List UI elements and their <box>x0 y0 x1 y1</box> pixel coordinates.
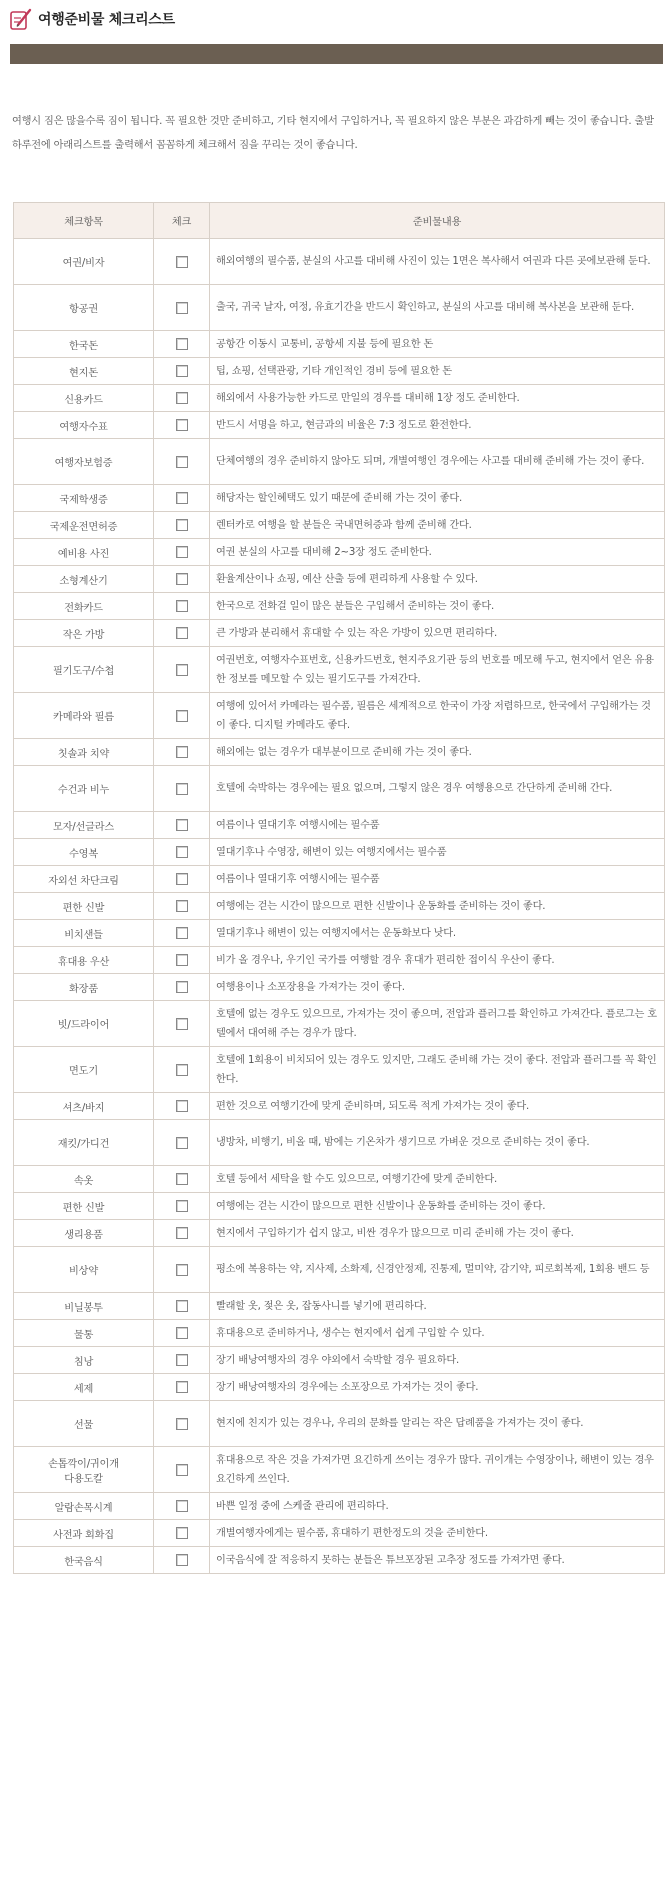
checkbox[interactable] <box>176 710 188 722</box>
checklist-item-description: 여행에는 걷는 시간이 많으므로 편한 신발이나 운동화를 준비하는 것이 좋다. <box>210 893 665 920</box>
checklist-item-description: 여행에 있어서 카메라는 필수품, 필름은 세계적으로 한국이 가장 저렴하므로, 한국에서 구입해가는 것이 좋다. 디지털 카메라도 좋다. <box>210 693 665 739</box>
checklist-item-description: 여름이나 열대기후 여행시에는 필수품 <box>210 866 665 893</box>
checklist-item-name: 속옷 <box>14 1166 154 1193</box>
checklist-check-cell <box>154 893 210 920</box>
checklist-item-name: 편한 신발 <box>14 893 154 920</box>
checkbox[interactable] <box>176 1064 188 1076</box>
checklist-item-description: 반드시 서명을 하고, 현금과의 비율은 7:3 정도로 환전한다. <box>210 412 665 439</box>
table-row <box>14 1293 665 1320</box>
checklist-check-cell <box>154 693 210 739</box>
checklist-check-cell <box>154 947 210 974</box>
checklist-item-description: 비가 올 경우나, 우기인 국가를 여행할 경우 휴대가 편리한 접이식 우산이 좋다. <box>210 947 665 974</box>
checklist-check-cell <box>154 239 210 285</box>
checkbox[interactable] <box>176 573 188 585</box>
checklist-check-cell <box>154 593 210 620</box>
table-row <box>14 839 665 866</box>
checklist-item-name: 예비용 사진 <box>14 539 154 566</box>
checklist-item-description: 휴대용으로 작은 것을 가져가면 요긴하게 쓰이는 경우가 많다. 귀이개는 수영장이나, 해변이 있는 경우 요긴하게 쓰인다. <box>210 1447 665 1493</box>
checklist-item-name: 물통 <box>14 1320 154 1347</box>
checklist-check-cell <box>154 1520 210 1547</box>
checkbox[interactable] <box>176 600 188 612</box>
checklist-item-name: 국제운전면허증 <box>14 512 154 539</box>
table-row <box>14 1347 665 1374</box>
checklist-check-cell <box>154 1347 210 1374</box>
checklist-item-description: 출국, 귀국 날자, 여정, 유효기간을 반드시 확인하고, 분실의 사고를 대비해 복사본을 보관해 둔다. <box>210 285 665 331</box>
checkbox[interactable] <box>176 746 188 758</box>
checklist-check-cell <box>154 739 210 766</box>
checkbox[interactable] <box>176 1381 188 1393</box>
table-row <box>14 866 665 893</box>
checklist-item-name: 모자/선글라스 <box>14 812 154 839</box>
checklist-item-description: 편한 것으로 여행기간에 맞게 준비하며, 되도록 적게 가져가는 것이 좋다. <box>210 1093 665 1120</box>
table-row <box>14 693 665 739</box>
table-row <box>14 1493 665 1520</box>
checkbox[interactable] <box>176 1173 188 1185</box>
column-header-check: 체크 <box>154 203 210 239</box>
checklist-item-description: 호텔에 숙박하는 경우에는 필요 없으며, 그렇지 않은 경우 여행용으로 간단하게 준비해 간다. <box>210 766 665 812</box>
checklist-item-description: 현지에서 구입하기가 쉽지 않고, 비싼 경우가 많으므로 미리 준비해 가는 것이 좋다. <box>210 1220 665 1247</box>
intro-text: 여행시 짐은 많을수록 짐이 됩니다. 꼭 필요한 것만 준비하고, 기타 현지에서 구입하거나, 꼭 필요하지 않은 부분은 과감하게 빼는 것이 좋습니다. 출발 하루전에 아래리스트를 출력해서 꼼꼼하게 체크해서 짐을 꾸리는 것이 좋습니다. <box>12 116 654 151</box>
checkbox[interactable] <box>176 783 188 795</box>
checklist-check-cell <box>154 1220 210 1247</box>
checklist-check-cell <box>154 512 210 539</box>
checklist-check-cell <box>154 1547 210 1574</box>
checklist-check-cell <box>154 385 210 412</box>
table-row <box>14 739 665 766</box>
checkbox[interactable] <box>176 1464 188 1476</box>
table-header-row <box>14 203 665 239</box>
checklist-item-name: 칫솔과 치약 <box>14 739 154 766</box>
checklist-item-description: 해외에서 사용가능한 카드로 만일의 경우를 대비해 1장 정도 준비한다. <box>210 385 665 412</box>
checkbox[interactable] <box>176 419 188 431</box>
checklist-item-name: 손톱깍이/귀이개 다용도칼 <box>14 1447 154 1493</box>
checklist-item-name: 빗/드라이어 <box>14 1001 154 1047</box>
checklist-check-cell <box>154 1193 210 1220</box>
checklist-check-cell <box>154 1447 210 1493</box>
checklist-item-description: 장기 배낭여행자의 경우에는 소포장으로 가져가는 것이 좋다. <box>210 1374 665 1401</box>
checklist-item-name: 소형계산기 <box>14 566 154 593</box>
checkbox[interactable] <box>176 1327 188 1339</box>
table-row <box>14 620 665 647</box>
table-row <box>14 647 665 693</box>
checklist-check-cell <box>154 358 210 385</box>
checklist-item-name: 비치샌들 <box>14 920 154 947</box>
checkbox[interactable] <box>176 1100 188 1112</box>
checkbox[interactable] <box>176 302 188 314</box>
checklist-item-name: 수영복 <box>14 839 154 866</box>
checkbox[interactable] <box>176 519 188 531</box>
checkbox[interactable] <box>176 256 188 268</box>
checklist-item-name: 세제 <box>14 1374 154 1401</box>
checklist-check-cell <box>154 566 210 593</box>
checklist-rows <box>14 239 665 1574</box>
checklist-item-description: 단체여행의 경우 준비하지 않아도 되며, 개별여행인 경우에는 사고를 대비해 준비해 가는 것이 좋다. <box>210 439 665 485</box>
checklist-item-name: 사전과 회화집 <box>14 1520 154 1547</box>
checklist-item-name: 전화카드 <box>14 593 154 620</box>
table-row <box>14 593 665 620</box>
table-row <box>14 1047 665 1093</box>
checklist-item-name: 생리용품 <box>14 1220 154 1247</box>
table-row <box>14 439 665 485</box>
checklist-item-description: 해당자는 할인혜택도 있기 때문에 준비해 가는 것이 좋다. <box>210 485 665 512</box>
table-row <box>14 566 665 593</box>
column-header-desc: 준비물내용 <box>210 203 665 239</box>
checkbox[interactable] <box>176 1264 188 1276</box>
checklist-item-name: 여행자보험증 <box>14 439 154 485</box>
checklist-item-name: 재킷/가디건 <box>14 1120 154 1166</box>
checklist-check-cell <box>154 974 210 1001</box>
checklist-item-description: 평소에 복용하는 약, 지사제, 소화제, 신경안정제, 진통제, 멀미약, 감기약, 피로회복제, 1회용 밴드 등 <box>210 1247 665 1293</box>
checkbox[interactable] <box>176 981 188 993</box>
checklist-item-name: 화장품 <box>14 974 154 1001</box>
checklist-item-name: 신용카드 <box>14 385 154 412</box>
checklist-table <box>13 202 665 1574</box>
checklist-item-name: 여권/비자 <box>14 239 154 285</box>
table-row <box>14 239 665 285</box>
checkbox[interactable] <box>176 664 188 676</box>
table-row <box>14 285 665 331</box>
checklist-check-cell <box>154 620 210 647</box>
checkbox[interactable] <box>176 338 188 350</box>
checklist-check-cell <box>154 1247 210 1293</box>
checklist-check-cell <box>154 1047 210 1093</box>
checklist-check-cell <box>154 866 210 893</box>
checklist-item-description: 렌터카로 여행을 할 분들은 국내면허증과 함께 준비해 간다. <box>210 512 665 539</box>
checklist-check-cell <box>154 285 210 331</box>
checklist-check-cell <box>154 647 210 693</box>
checkbox[interactable] <box>176 456 188 468</box>
table-row <box>14 1247 665 1293</box>
checklist-item-name: 수건과 비누 <box>14 766 154 812</box>
checklist-item-description: 이국음식에 잘 적응하지 못하는 분들은 튜브포장된 고추장 정도를 가져가면 좋다. <box>210 1547 665 1574</box>
checklist-item-description: 휴대용으로 준비하거나, 생수는 현지에서 쉽게 구입할 수 있다. <box>210 1320 665 1347</box>
checklist-check-cell <box>154 812 210 839</box>
checklist-item-description: 호텔 등에서 세탁을 할 수도 있으므로, 여행기간에 맞게 준비한다. <box>210 1166 665 1193</box>
checklist-item-description: 호텔에 1회용이 비치되어 있는 경우도 있지만, 그래도 준비해 가는 것이 좋다. 전압과 플러그를 꼭 확인한다. <box>210 1047 665 1093</box>
checklist-item-name: 휴대용 우산 <box>14 947 154 974</box>
checkbox[interactable] <box>176 1527 188 1539</box>
checkbox[interactable] <box>176 900 188 912</box>
table-row <box>14 539 665 566</box>
checklist-item-description: 바쁜 일정 중에 스케줄 관리에 편리하다. <box>210 1493 665 1520</box>
checklist-item-description: 현지에 친지가 있는 경우나, 우리의 문화를 알리는 작은 답례품을 가져가는 것이 좋다. <box>210 1401 665 1447</box>
checklist-item-name: 현지돈 <box>14 358 154 385</box>
table-row <box>14 974 665 1001</box>
checklist-item-name: 한국돈 <box>14 331 154 358</box>
table-row <box>14 1520 665 1547</box>
table-row <box>14 1001 665 1047</box>
checklist-item-name: 비닐봉투 <box>14 1293 154 1320</box>
checkbox[interactable] <box>176 492 188 504</box>
checklist-item-description: 환율계산이나 쇼핑, 예산 산출 등에 편리하게 사용할 수 있다. <box>210 566 665 593</box>
checklist-check-cell <box>154 485 210 512</box>
checklist-item-description: 냉방차, 비행기, 비올 때, 밤에는 기온차가 생기므로 가벼운 것으로 준비하는 것이 좋다. <box>210 1120 665 1166</box>
checklist-check-cell <box>154 439 210 485</box>
table-row <box>14 1093 665 1120</box>
checkbox[interactable] <box>176 1500 188 1512</box>
table-row <box>14 766 665 812</box>
checklist-item-description: 여행용이나 소포장용을 가져가는 것이 좋다. <box>210 974 665 1001</box>
checkbox[interactable] <box>176 1554 188 1566</box>
checklist-check-cell <box>154 839 210 866</box>
checkbox[interactable] <box>176 954 188 966</box>
checklist-item-name: 한국음식 <box>14 1547 154 1574</box>
checklist-check-cell <box>154 331 210 358</box>
column-header-item: 체크항목 <box>14 203 154 239</box>
checkbox[interactable] <box>176 1418 188 1430</box>
table-row <box>14 331 665 358</box>
checkbox[interactable] <box>176 846 188 858</box>
table-row <box>14 1193 665 1220</box>
checklist-item-name: 여행자수표 <box>14 412 154 439</box>
checkbox[interactable] <box>176 392 188 404</box>
checklist-check-cell <box>154 1293 210 1320</box>
checklist-item-name: 비상약 <box>14 1247 154 1293</box>
checklist-item-name: 자외선 차단크림 <box>14 866 154 893</box>
table-row <box>14 385 665 412</box>
checklist-check-cell <box>154 1374 210 1401</box>
checklist-item-name: 작은 가방 <box>14 620 154 647</box>
checklist-item-description: 열대기후나 해변이 있는 여행지에서는 운동화보다 낫다. <box>210 920 665 947</box>
checklist-check-cell <box>154 766 210 812</box>
checkbox[interactable] <box>176 1200 188 1212</box>
checklist-item-description: 해외여행의 필수품, 분실의 사고를 대비해 사진이 있는 1면은 복사해서 여권과 다른 곳에보관해 둔다. <box>210 239 665 285</box>
checklist-check-cell <box>154 412 210 439</box>
table-row <box>14 1447 665 1493</box>
checklist-check-cell <box>154 920 210 947</box>
checklist-item-name: 필기도구/수첩 <box>14 647 154 693</box>
checklist-item-description: 빨래할 옷, 젖은 옷, 잡동사니를 넣기에 편리하다. <box>210 1293 665 1320</box>
checklist-item-description: 큰 가방과 분리해서 휴대할 수 있는 작은 가방이 있으면 편리하다. <box>210 620 665 647</box>
checklist-item-name: 알람손목시계 <box>14 1493 154 1520</box>
table-row <box>14 812 665 839</box>
checkbox[interactable] <box>176 1227 188 1239</box>
page-title: 여행준비물 체크리스트 <box>38 12 175 28</box>
checklist-item-name: 셔츠/바지 <box>14 1093 154 1120</box>
table-row <box>14 947 665 974</box>
checklist-check-cell <box>154 1320 210 1347</box>
checklist-item-name: 항공권 <box>14 285 154 331</box>
checklist-item-description: 여름이나 열대기후 여행시에는 필수품 <box>210 812 665 839</box>
page-header <box>8 6 175 32</box>
checklist-check-cell <box>154 1401 210 1447</box>
checklist-check-cell <box>154 1001 210 1047</box>
checklist-check-cell <box>154 1093 210 1120</box>
checklist-item-name: 국제학생증 <box>14 485 154 512</box>
checklist-item-name: 카메라와 필름 <box>14 693 154 739</box>
checklist-check-cell <box>154 1120 210 1166</box>
checklist-item-description: 호텔에 없는 경우도 있으므로, 가져가는 것이 좋으며, 전압과 플러그를 확인하고 가져간다. 플로그는 호텔에서 대여해 주는 경우가 많다. <box>210 1001 665 1047</box>
table-row <box>14 358 665 385</box>
checklist-check-cell <box>154 539 210 566</box>
checklist-item-description: 여권번호, 여행자수표번호, 신용카드번호, 현지주요기관 등의 번호를 메모해 두고, 현지에서 얻은 유용한 정보를 메모할 수 있는 필기도구를 가져간다. <box>210 647 665 693</box>
checklist-item-description: 한국으로 전화걸 일이 많은 분들은 구입해서 준비하는 것이 좋다. <box>210 593 665 620</box>
table-row <box>14 512 665 539</box>
checklist-item-name: 침낭 <box>14 1347 154 1374</box>
table-row <box>14 1374 665 1401</box>
checklist-item-description: 여행에는 걷는 시간이 많으므로 편한 신발이나 운동화를 준비하는 것이 좋다. <box>210 1193 665 1220</box>
checklist-item-description: 열대기후나 수영장, 해변이 있는 여행지에서는 필수품 <box>210 839 665 866</box>
checklist-item-description: 해외에는 없는 경우가 대부분이므로 준비해 가는 것이 좋다. <box>210 739 665 766</box>
checklist-item-name: 선물 <box>14 1401 154 1447</box>
table-row <box>14 1401 665 1447</box>
table-row <box>14 893 665 920</box>
checkbox[interactable] <box>176 365 188 377</box>
checklist-item-description: 공항간 이동시 교통비, 공항세 지불 등에 필요한 돈 <box>210 331 665 358</box>
checkbox[interactable] <box>176 873 188 885</box>
checkbox[interactable] <box>176 1018 188 1030</box>
table-row <box>14 1220 665 1247</box>
checkbox[interactable] <box>176 546 188 558</box>
checklist-item-description: 팁, 쇼핑, 선택관광, 기타 개인적인 경비 등에 필요한 돈 <box>210 358 665 385</box>
checkbox[interactable] <box>176 627 188 639</box>
table-row <box>14 412 665 439</box>
table-row <box>14 1547 665 1574</box>
table-row <box>14 1120 665 1166</box>
checklist-item-description: 개별여행자에게는 필수품, 휴대하기 편한정도의 것을 준비한다. <box>210 1520 665 1547</box>
checklist-check-cell <box>154 1493 210 1520</box>
table-row <box>14 485 665 512</box>
table-row <box>14 920 665 947</box>
checklist-pencil-icon <box>8 7 34 31</box>
table-row <box>14 1320 665 1347</box>
checklist-item-description: 장기 배낭여행자의 경우 야외에서 숙박할 경우 필요하다. <box>210 1347 665 1374</box>
checkbox[interactable] <box>176 819 188 831</box>
checklist-item-name: 편한 신발 <box>14 1193 154 1220</box>
checkbox[interactable] <box>176 927 188 939</box>
checkbox[interactable] <box>176 1137 188 1149</box>
checkbox[interactable] <box>176 1300 188 1312</box>
header-divider-bar <box>10 44 663 64</box>
table-row <box>14 1166 665 1193</box>
checklist-item-description: 여권 분실의 사고를 대비해 2~3장 정도 준비한다. <box>210 539 665 566</box>
checklist-check-cell <box>154 1166 210 1193</box>
checklist-item-name: 면도기 <box>14 1047 154 1093</box>
checkbox[interactable] <box>176 1354 188 1366</box>
